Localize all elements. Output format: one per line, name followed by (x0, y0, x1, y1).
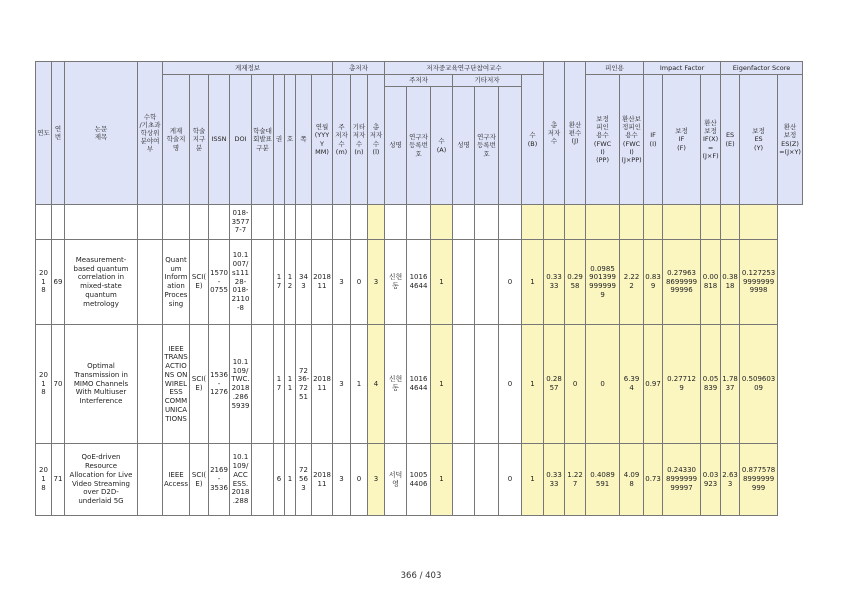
hdr-jclass: 학술 지구 분 (190, 75, 209, 205)
cell-a (431, 205, 453, 240)
hdr-discipline: 수학 /기초과 학상위 분야여 부 (138, 62, 163, 205)
cell-name1: 신현 동 (385, 240, 407, 325)
hdr-journal: 게재 학술지 명 (163, 75, 190, 205)
cell-a: 1 (431, 325, 453, 444)
cell-l: 4 (368, 325, 385, 444)
cell-n: 0 (351, 444, 368, 516)
cell-disc (138, 444, 163, 516)
cell-reg1: 1016 4644 (407, 240, 431, 325)
hdr-name2: 성명 (453, 87, 475, 205)
cell-b (499, 205, 522, 240)
hdr-regno1: 연구자 등록번 호 (407, 87, 431, 205)
hdr-blank (499, 87, 522, 205)
cell-pp: 0 (565, 325, 586, 444)
cell-x: 0.27963 8699999 99996 (663, 240, 701, 325)
cell-no (52, 205, 65, 240)
hdr-main-author-group: 주저자 (385, 75, 453, 87)
cell-m: 3 (333, 325, 351, 444)
cell-i: 6.39 4 (620, 325, 644, 444)
cell-year (36, 205, 52, 240)
cell-x (663, 205, 701, 240)
hdr-participating-total: 총 저자 수 (544, 62, 565, 205)
cell-reg1: 1016 4644 (407, 325, 431, 444)
page-number: 366 / 403 (400, 571, 442, 581)
cell-disc (138, 205, 163, 240)
hdr-if: IF (I) (644, 75, 663, 205)
cell-doi: 10.1 109/ TWC. 2018 .286 5939 (230, 325, 252, 444)
cell-j (544, 205, 565, 240)
hdr-title: 논문 제목 (65, 62, 138, 205)
cell-jtype (252, 240, 274, 325)
hdr-vol: 권 (274, 75, 285, 205)
cell-jpp: 0.4089 591 (586, 444, 620, 516)
cell-issn: 2169 - 3536 (209, 444, 230, 516)
cell-jclass: SCI( E) (190, 444, 209, 516)
cell-issn (209, 205, 230, 240)
hdr-es: ES (E) (721, 75, 740, 205)
hdr-es-conv: 환산 보정 ES(Z) =(J×Y) (778, 75, 803, 205)
cell-name2 (453, 444, 475, 516)
cell-tot: 1 (522, 325, 544, 444)
cell-l (368, 205, 385, 240)
cell-yv (721, 205, 740, 240)
cell-j: 0.28 57 (544, 325, 565, 444)
cell-i: 4.09 8 (620, 444, 644, 516)
cell-journal: IEEE TRANS ACTIO NS ON WIREL ESS COMM UNICA TIONS (163, 325, 190, 444)
cell-jpp (586, 205, 620, 240)
cell-jpp: 0 (586, 325, 620, 444)
cell-doi: 10.1 109/ ACC ESS. 2018 .288 (230, 444, 252, 516)
cell-a: 1 (431, 240, 453, 325)
hdr-name1: 성명 (385, 87, 407, 205)
cell-b: 0 (499, 444, 522, 516)
cell-m (333, 205, 351, 240)
hdr-issn: ISSN (209, 75, 230, 205)
hdr-if-adj: 보정 IF (F) (663, 75, 701, 205)
cell-x: 0.24330 8999999 99997 (663, 444, 701, 516)
table-row (36, 444, 803, 516)
cell-vol: 17 (274, 325, 285, 444)
cell-z: 0.127253 9999999 9998 (740, 240, 778, 325)
cell-jclass (190, 205, 209, 240)
cell-issue: 1 (285, 444, 296, 516)
cell-reg2 (475, 444, 499, 516)
cell-a: 1 (431, 444, 453, 516)
cell-l: 3 (368, 444, 385, 516)
cell-tot (522, 205, 544, 240)
cell-e (701, 205, 721, 240)
cell-name1 (385, 205, 407, 240)
cell-title: Optimal Transmission in MIMO Channels With Multiuser Interference (65, 325, 138, 444)
hdr-fwci: 보정 피인 용수 (FWC I) (PP) (586, 75, 620, 205)
cell-yv: 2.63 3 (721, 444, 740, 516)
hdr-if-conv: 환산 보정 IF(X) = (J×F) (701, 75, 721, 205)
cell-n (351, 205, 368, 240)
hdr-citation: 피인용 (586, 62, 644, 75)
cell-reg2 (475, 325, 499, 444)
cell-i: 2.22 2 (620, 240, 644, 325)
hdr-date: 연월 (YYYY MM) (312, 75, 333, 205)
cell-e: 0.00 818 (701, 240, 721, 325)
hdr-impact-factor: Impact Factor (644, 62, 721, 75)
cell-e: 0.05 839 (701, 325, 721, 444)
performance-table (35, 61, 803, 516)
hdr-issue: 호 (285, 75, 296, 205)
hdr-participating: 저자중교육연구단참여교수 (385, 62, 544, 75)
cell-journal: Quant um Inform ation Proces sing (163, 240, 190, 325)
hdr-fwci-conv: 환산보 정피인 용수 (FWCI) (J×PP) (620, 75, 644, 205)
cell-e: 0.03 923 (701, 444, 721, 516)
cell-no: 71 (52, 444, 65, 516)
cell-issn: 1536 - 1276 (209, 325, 230, 444)
cell-title (65, 205, 138, 240)
cell-tot: 1 (522, 240, 544, 325)
cell-jclass: SCI( E) (190, 325, 209, 444)
hdr-no: 연번 (52, 62, 65, 205)
cell-vol: 17 (274, 240, 285, 325)
hdr-year: 연도 (36, 62, 52, 205)
hdr-pubinfo: 게재정보 (163, 62, 333, 75)
hdr-converted: 환산 편수 (J) (565, 62, 586, 205)
cell-date: 2018 11 (312, 240, 333, 325)
hdr-other-author-group: 기타저자 (453, 75, 522, 87)
cell-no: 70 (52, 325, 65, 444)
cell-year: 201 8 (36, 240, 52, 325)
cell-reg1: 1005 4406 (407, 444, 431, 516)
hdr-page: 쪽 (296, 75, 312, 205)
table-row (36, 240, 803, 325)
cell-disc (138, 240, 163, 325)
cell-b: 0 (499, 240, 522, 325)
hdr-eigenfactor: Eigenfactor Score (721, 62, 803, 75)
cell-disc (138, 325, 163, 444)
cell-n: 0 (351, 240, 368, 325)
cell-j: 0.33 33 (544, 444, 565, 516)
cell-doi: 018- 3577 7-7 (230, 205, 252, 240)
cell-jtype (252, 444, 274, 516)
cell-x: 0.27712 9 (663, 325, 701, 444)
cell-journal (163, 205, 190, 240)
cell-reg2 (475, 240, 499, 325)
hdr-authors: 총저자 (333, 62, 385, 75)
hdr-main-authors: 주 저자 수 (m) (333, 75, 351, 205)
hdr-count-a: 수 (A) (431, 87, 453, 205)
cell-page: 72 56 3 (296, 444, 312, 516)
cell-pp: 0.29 58 (565, 240, 586, 325)
cell-issue: 1 2 (285, 240, 296, 325)
cell-i (620, 205, 644, 240)
cell-vol: 6 (274, 444, 285, 516)
cell-pp: 1.22 7 (565, 444, 586, 516)
cell-f: 0.73 (644, 444, 663, 516)
cell-m: 3 (333, 444, 351, 516)
cell-reg1 (407, 205, 431, 240)
table-row (36, 325, 803, 444)
cell-z (740, 205, 778, 240)
table-body (36, 205, 803, 516)
cell-name2 (453, 205, 475, 240)
cell-issue (285, 205, 296, 240)
cell-f: 0.97 (644, 325, 663, 444)
hdr-count-b: 수 (B) (522, 75, 544, 205)
cell-journal: IEEE Access (163, 444, 190, 516)
cell-yv: 0.38 18 (721, 240, 740, 325)
cell-no: 69 (52, 240, 65, 325)
cell-z: 0.509603 09 (740, 325, 778, 444)
cell-title: QoE-driven Resource Allocation for Live Video Streaming over D2D- underlaid 5G (65, 444, 138, 516)
cell-f (644, 205, 663, 240)
cell-name1: 신현 동 (385, 325, 407, 444)
cell-tot: 1 (522, 444, 544, 516)
hdr-es-adj: 보정 ES (Y) (740, 75, 778, 205)
hdr-total-authors: 총 저자 수 (l) (368, 75, 385, 205)
cell-m: 3 (333, 240, 351, 325)
cell-jpp: 0.0985 901399 999999 9 (586, 240, 620, 325)
hdr-other-authors: 기타 저자 수 (n) (351, 75, 368, 205)
cell-reg2 (475, 205, 499, 240)
cell-date: 2018 11 (312, 325, 333, 444)
cell-year: 201 8 (36, 444, 52, 516)
cell-n: 1 (351, 325, 368, 444)
cell-name2 (453, 325, 475, 444)
cell-yv: 1.78 37 (721, 325, 740, 444)
cell-title: Measurement- based quantum correlation in mixed-state quantum metrology (65, 240, 138, 325)
cell-page: 34 3 (296, 240, 312, 325)
table-row (36, 205, 803, 240)
cell-vol (274, 205, 285, 240)
cell-page: 72 36- 72 51 (296, 325, 312, 444)
cell-doi: 10.1 007/ s111 28- 018- 2110 -8 (230, 240, 252, 325)
cell-year: 201 8 (36, 325, 52, 444)
cell-date: 2018 11 (312, 444, 333, 516)
cell-b: 0 (499, 325, 522, 444)
cell-issn: 1570 - 0755 (209, 240, 230, 325)
cell-l: 3 (368, 240, 385, 325)
cell-jtype (252, 325, 274, 444)
cell-name1: 서덕 영 (385, 444, 407, 516)
cell-page (296, 205, 312, 240)
hdr-doi: DOI (230, 75, 252, 205)
cell-z: 0.877578 8999999 999 (740, 444, 778, 516)
cell-jclass: SCI( E) (190, 240, 209, 325)
cell-name2 (453, 240, 475, 325)
hdr-jtype: 학술대 회발표 구분 (252, 75, 274, 205)
cell-f: 0.83 9 (644, 240, 663, 325)
cell-issue: 1 1 (285, 325, 296, 444)
hdr-regno2: 연구자 등록번 호 (475, 87, 499, 205)
cell-pp (565, 205, 586, 240)
cell-jtype (252, 205, 274, 240)
cell-date (312, 205, 333, 240)
cell-j: 0.33 33 (544, 240, 565, 325)
